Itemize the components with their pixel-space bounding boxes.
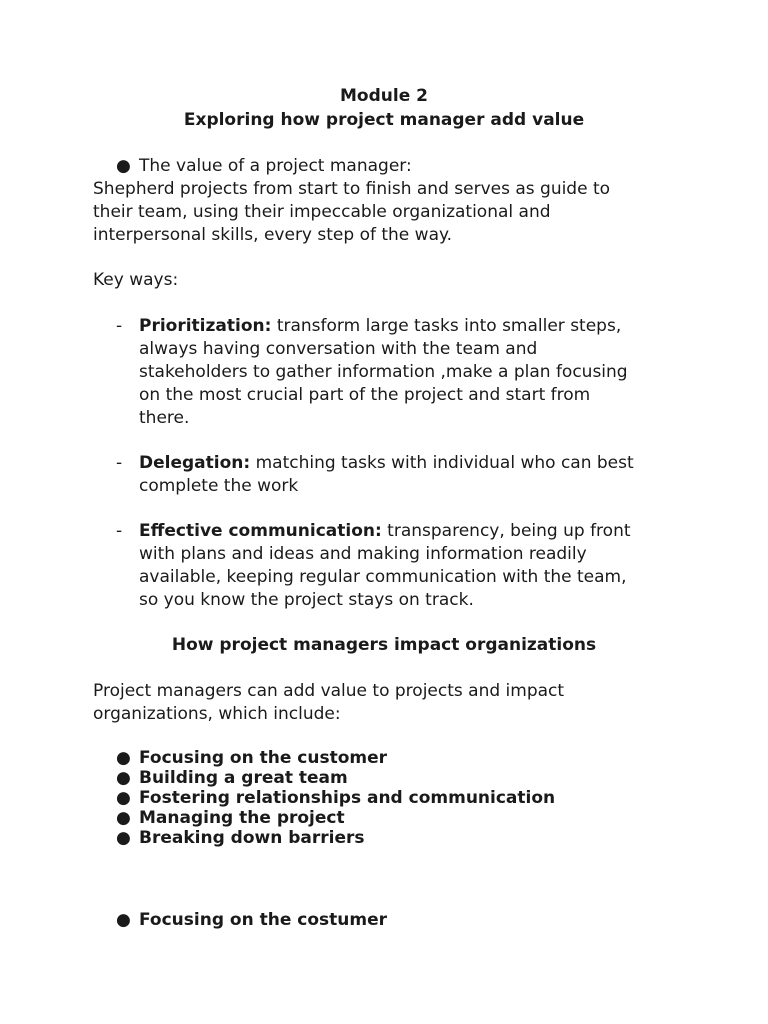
key-way-delegation [139, 453, 634, 473]
key-way-term: Delegation: [139, 453, 251, 473]
value-text-line-1: Shepherd projects from start to finish and serves as guide to [93, 179, 611, 199]
key-way-text: transform large tasks into smaller steps, [271, 316, 622, 336]
key-way-text: transparency, being up front [381, 521, 631, 541]
impact-item-barriers: Breaking down barriers [139, 828, 365, 848]
impact-intro-line-1: Project managers can add value to projects and impact [93, 681, 565, 701]
bullet-icon: ● [116, 156, 131, 176]
value-bullet [116, 156, 131, 176]
bullet-icon: ● [116, 768, 131, 788]
key-way-line: with plans and ideas and making information readily [139, 544, 587, 564]
key-way-line: complete the work [139, 476, 299, 496]
page-title: Exploring how project manager add value [183, 110, 585, 130]
key-way-line: so you know the project stays on track. [139, 590, 474, 610]
impact-intro-line-2: organizations, which include: [93, 704, 341, 724]
key-way-text: matching tasks with individual who can best [250, 453, 634, 473]
impact-item-managing: Managing the project [139, 808, 345, 828]
key-way-prioritization [139, 316, 621, 336]
value-text-line-3: interpersonal skills, every step of the way. [93, 225, 453, 245]
impact-item-team: Building a great team [139, 768, 348, 788]
bullet-icon: ● [116, 808, 131, 828]
impact-heading: How project managers impact organizations [171, 635, 597, 655]
key-way-term: Prioritization: [139, 316, 272, 336]
bullet-icon: ● [116, 788, 131, 808]
bullet-icon: ● [116, 910, 131, 930]
key-way-communication [139, 521, 631, 541]
key-way-term: Effective communication: [139, 521, 382, 541]
bullet-icon: ● [116, 828, 131, 848]
impact-item-customer: Focusing on the customer [139, 748, 388, 768]
value-text-line-2: their team, using their impeccable organizational and [93, 202, 551, 222]
value-heading: The value of a project manager: [139, 156, 412, 176]
dash-marker: - [116, 453, 123, 473]
dash-marker: - [116, 521, 123, 541]
impact-item-relationships: Fostering relationships and communication [139, 788, 556, 808]
module-heading: Module 2 [340, 86, 428, 106]
key-ways-label: Key ways: [93, 270, 179, 290]
bullet-icon: ● [116, 748, 131, 768]
key-way-line: there. [139, 408, 190, 428]
key-way-line: available, keeping regular communication with the team, [139, 567, 627, 587]
key-way-line: on the most crucial part of the project and start from [139, 385, 591, 405]
key-way-line: stakeholders to gather information ,make a plan focusing [139, 362, 628, 382]
key-way-line: always having conversation with the team and [139, 339, 538, 359]
subsection-heading-customer: Focusing on the costumer [139, 910, 388, 930]
dash-marker: - [116, 316, 123, 336]
